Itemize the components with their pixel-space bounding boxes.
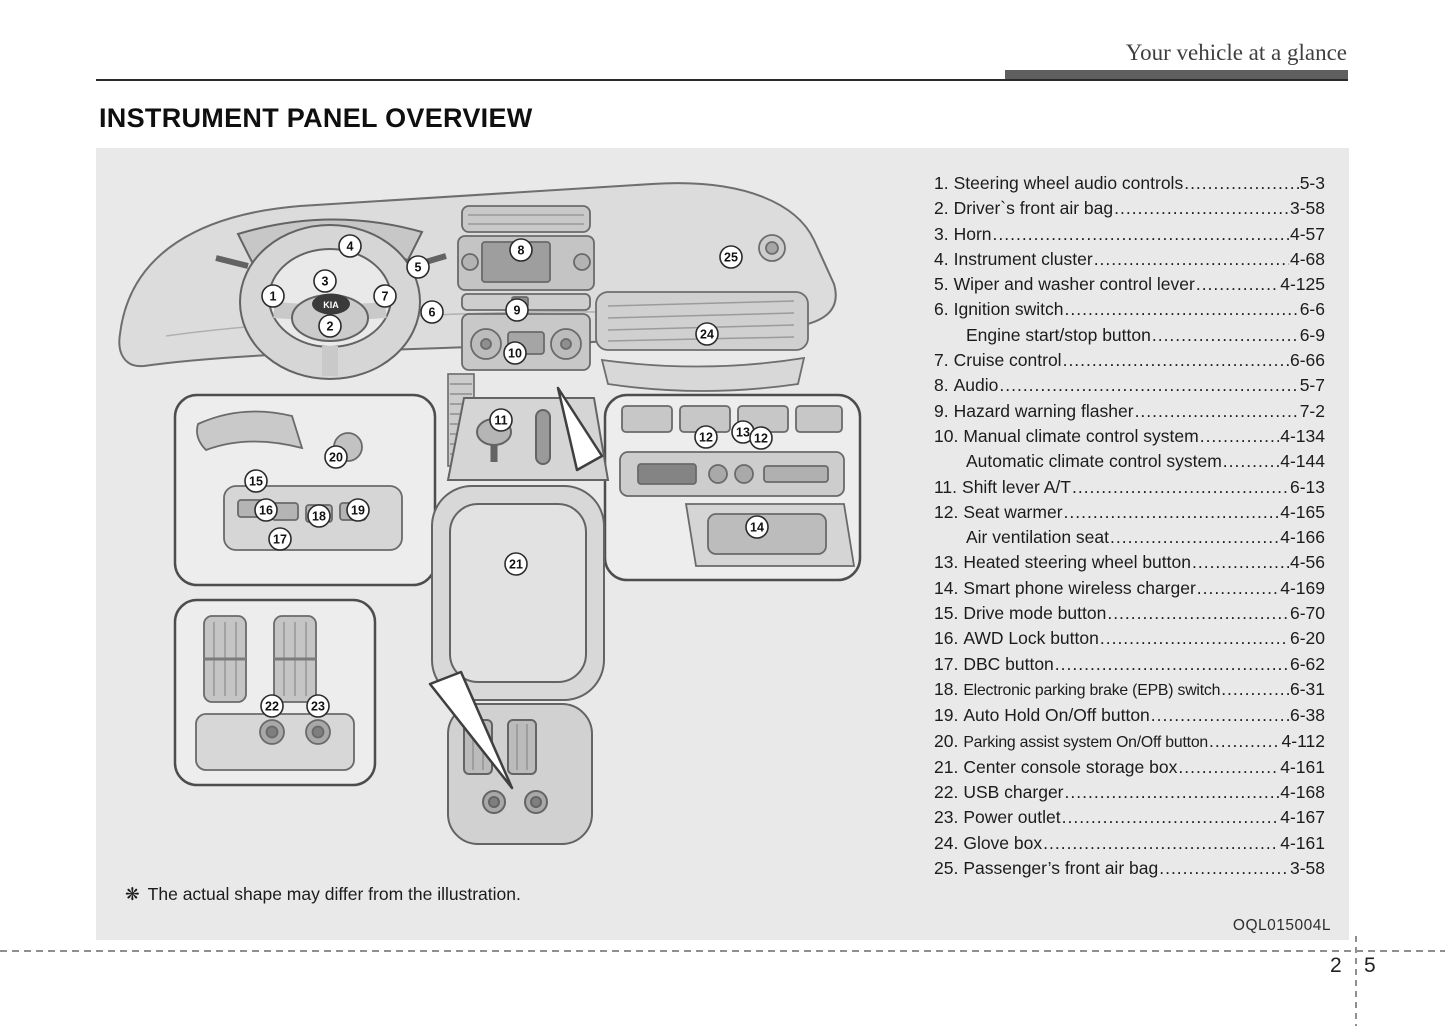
- svg-text:22: 22: [265, 699, 279, 714]
- legend-item-number: 12.: [934, 501, 959, 522]
- legend-item-leader: [1065, 297, 1299, 322]
- legend-item-label: Cruise control: [953, 350, 1062, 371]
- callout-24: [696, 323, 718, 345]
- content-panel: [96, 148, 1349, 940]
- legend-row: [934, 222, 1325, 247]
- legend-item-label: Auto Hold On/Off button: [963, 705, 1150, 726]
- legend-item-label: Shift lever A/T: [962, 476, 1071, 497]
- page-number-divider: [1355, 936, 1357, 1026]
- legend-item-leader: [1196, 272, 1279, 297]
- legend-item-number: 2.: [934, 198, 949, 219]
- legend-item-label: Steering wheel audio controls: [953, 173, 1184, 193]
- legend-item-label: Electronic parking brake (EPB) switch: [963, 681, 1221, 699]
- legend-item-label: Power outlet: [963, 807, 1061, 828]
- legend-item-label: Automatic climate control system: [966, 451, 1222, 472]
- callout-15: [245, 470, 267, 492]
- legend-row: [934, 601, 1325, 626]
- legend-item-leader: [1151, 703, 1289, 728]
- callout-4: [339, 235, 361, 257]
- footnote-text: The actual shape may differ from the illustration.: [147, 884, 521, 904]
- legend-row: [934, 475, 1325, 500]
- page-title: INSTRUMENT PANEL OVERVIEW: [99, 103, 533, 133]
- legend-row: [934, 652, 1325, 677]
- svg-text:9: 9: [513, 303, 521, 318]
- svg-text:2: 2: [326, 319, 334, 334]
- svg-text:23: 23: [311, 699, 325, 714]
- legend-row: [934, 247, 1325, 272]
- center-vents: [462, 206, 590, 232]
- legend-item-leader: [1110, 525, 1279, 550]
- svg-text:21: 21: [509, 557, 523, 572]
- callout-14: [746, 516, 768, 538]
- callout-17: [269, 528, 291, 550]
- legend-item-pageref: 6-66: [1289, 350, 1325, 371]
- svg-text:13: 13: [736, 425, 750, 440]
- legend-item-number: 1.: [934, 173, 949, 193]
- legend-item-pageref: 4-56: [1289, 552, 1325, 573]
- section-header: Your vehicle at a glance: [1125, 40, 1347, 65]
- callout-20: [325, 446, 347, 468]
- legend-row: [934, 424, 1325, 449]
- inset-rear-console: [175, 600, 375, 785]
- kia-badge-label: KIA: [323, 300, 339, 310]
- legend-item-number: 11.: [934, 476, 958, 497]
- legend-item-label: Manual climate control system: [963, 425, 1199, 446]
- legend-item-pageref: 4-57: [1289, 223, 1325, 244]
- svg-text:18: 18: [312, 509, 326, 524]
- legend-row: [934, 500, 1325, 525]
- legend-item-pageref: 7-2: [1299, 400, 1325, 421]
- callout-12: [695, 426, 717, 448]
- svg-text:10: 10: [508, 346, 522, 361]
- callout-9: [506, 299, 528, 321]
- svg-text:24: 24: [700, 327, 714, 342]
- legend-item-leader: [1223, 449, 1279, 474]
- legend-item-label: Audio: [953, 375, 999, 396]
- legend-item-pageref: 6-62: [1289, 653, 1325, 674]
- legend-item-pageref: 6-31: [1289, 678, 1325, 699]
- legend-item-label: Driver`s front air bag: [953, 198, 1114, 219]
- legend-item-number: 24.: [934, 832, 959, 853]
- legend-row: [934, 626, 1325, 651]
- callout-19: [347, 499, 369, 521]
- legend-item-pageref: 4-68: [1289, 248, 1325, 269]
- legend-item-pageref: 3-58: [1289, 858, 1325, 879]
- legend-item-leader: [993, 222, 1289, 247]
- legend-item-leader: [1107, 601, 1289, 626]
- svg-text:19: 19: [351, 503, 365, 518]
- legend-item-pageref: 6-38: [1289, 705, 1325, 726]
- legend-item-label: Engine start/stop button: [966, 324, 1151, 345]
- svg-text:3: 3: [321, 274, 329, 289]
- legend-item-pageref: 6-6: [1299, 299, 1325, 320]
- callout-11: [490, 409, 512, 431]
- svg-text:12: 12: [699, 430, 713, 445]
- svg-text:16: 16: [259, 503, 273, 518]
- legend-item-label: Seat warmer: [963, 501, 1063, 522]
- callout-7: [374, 285, 396, 307]
- legend-item-number: 14.: [934, 577, 959, 598]
- svg-text:14: 14: [750, 520, 764, 535]
- legend-item-leader: [1159, 856, 1289, 881]
- legend-row: [934, 677, 1325, 703]
- legend-item-leader: [1197, 576, 1279, 601]
- legend-item-pageref: 6-9: [1299, 324, 1325, 345]
- svg-text:12: 12: [754, 431, 768, 446]
- legend-item-number: 16.: [934, 628, 959, 649]
- inset-console-buttons: [175, 395, 435, 585]
- legend-item-leader: [1221, 677, 1289, 702]
- legend-item-label: Center console storage box: [963, 756, 1178, 777]
- legend-item-label: Passenger’s front air bag: [963, 858, 1159, 879]
- legend-item-leader: [1043, 831, 1279, 856]
- legend-item-number: 23.: [934, 807, 959, 828]
- legend-item-pageref: 4-161: [1280, 756, 1325, 777]
- svg-text:1: 1: [269, 289, 277, 304]
- callout-18: [308, 505, 330, 527]
- legend-item-number: 6.: [934, 299, 949, 320]
- legend-row: [934, 831, 1325, 856]
- legend-item-pageref: 6-20: [1289, 628, 1325, 649]
- legend-list: [934, 171, 1325, 881]
- callout-21: [505, 553, 527, 575]
- callout-10: [504, 342, 526, 364]
- legend-item-number: 20.: [934, 730, 959, 751]
- svg-text:6: 6: [428, 305, 436, 320]
- legend-row: [934, 729, 1325, 755]
- legend-item-pageref: 6-13: [1289, 476, 1325, 497]
- legend-item-label: Hazard warning flasher: [953, 400, 1134, 421]
- legend-item-label: Glove box: [963, 832, 1043, 853]
- legend-item-label: Instrument cluster: [953, 248, 1093, 269]
- legend-row: [934, 297, 1325, 322]
- legend-item-number: 4.: [934, 248, 949, 269]
- legend-item-number: 19.: [934, 705, 959, 726]
- legend-item-label: DBC button: [963, 653, 1054, 674]
- legend-row: [934, 171, 1325, 196]
- legend-row: [934, 576, 1325, 601]
- legend-item-label: Ignition switch: [953, 299, 1064, 320]
- legend-item-pageref: 4-167: [1280, 807, 1325, 828]
- legend-item-number: 9.: [934, 400, 949, 421]
- legend-row: [934, 196, 1325, 221]
- callout-16: [255, 499, 277, 521]
- legend-row: [934, 550, 1325, 575]
- legend-row: [934, 272, 1325, 297]
- footer-dashed-rule: [0, 950, 1445, 952]
- legend-item-number: 21.: [934, 756, 959, 777]
- legend-item-pageref: 4-125: [1280, 274, 1325, 295]
- legend-item-leader: [1192, 550, 1289, 575]
- page-number-section: 2: [1330, 954, 1342, 977]
- legend-item-pageref: 3-58: [1289, 198, 1325, 219]
- legend-item-label: Air ventilation seat: [966, 527, 1109, 548]
- callout-2: [319, 315, 341, 337]
- callout-5: [407, 256, 429, 278]
- legend-item-pageref: 4-166: [1280, 527, 1325, 548]
- legend-row: [934, 399, 1325, 424]
- callout-12: [750, 427, 772, 449]
- legend-item-number: 25.: [934, 858, 959, 879]
- legend-item-pageref: 4-168: [1280, 782, 1325, 803]
- legend-item-leader: [1200, 424, 1280, 449]
- svg-text:25: 25: [724, 250, 738, 265]
- legend-item-leader: [1062, 805, 1280, 830]
- glove-box: [602, 358, 804, 391]
- legend-row: [934, 755, 1325, 780]
- legend-item-number: 5.: [934, 274, 949, 295]
- legend-item-leader: [1100, 626, 1289, 651]
- legend-row: [934, 449, 1325, 474]
- legend-item-leader: [1055, 652, 1289, 677]
- legend-item-number: 13.: [934, 552, 959, 573]
- legend-item-number: 10.: [934, 425, 959, 446]
- footnote-asterisk-icon: ❋: [125, 884, 140, 904]
- legend-item-leader: [1152, 323, 1299, 348]
- legend-item-pageref: 4-169: [1280, 577, 1325, 598]
- legend-item-leader: [999, 373, 1298, 398]
- legend-item-leader: [1135, 399, 1299, 424]
- legend-item-leader: [1063, 348, 1289, 373]
- callout-8: [510, 239, 532, 261]
- legend-item-number: 8.: [934, 375, 949, 396]
- legend-item-leader: [1072, 475, 1289, 500]
- legend-item-pageref: 4-112: [1281, 730, 1325, 751]
- inset-climate-closeup: [605, 395, 860, 580]
- callout-22: [261, 695, 283, 717]
- legend-row: [934, 703, 1325, 728]
- callout-3: [314, 270, 336, 292]
- legend-item-leader: [1114, 196, 1289, 221]
- center-stack: [458, 206, 594, 370]
- callout-23: [307, 695, 329, 717]
- legend-item-pageref: 4-161: [1280, 832, 1325, 853]
- legend-item-label: Drive mode button: [963, 603, 1107, 624]
- footnote: [125, 884, 521, 905]
- legend-item-pageref: 5-3: [1299, 173, 1325, 193]
- legend-row: [934, 856, 1325, 881]
- svg-text:8: 8: [517, 243, 525, 258]
- legend-item-leader: [1178, 755, 1279, 780]
- legend-item-pageref: 4-165: [1280, 501, 1325, 522]
- svg-text:5: 5: [414, 260, 422, 275]
- legend-item-label: USB charger: [963, 782, 1064, 803]
- svg-text:20: 20: [329, 450, 343, 465]
- legend-item-number: 3.: [934, 223, 949, 244]
- legend-item-number: 15.: [934, 603, 959, 624]
- legend-item-leader: [1209, 729, 1281, 754]
- legend-item-label: Wiper and washer control lever: [953, 274, 1195, 295]
- callout-1: [262, 285, 284, 307]
- legend-item-number: 22.: [934, 782, 959, 803]
- svg-text:11: 11: [494, 413, 508, 428]
- instrument-panel-illustration: [96, 148, 926, 940]
- svg-text:15: 15: [249, 474, 263, 489]
- svg-text:4: 4: [346, 239, 354, 254]
- legend-item-pageref: 4-144: [1280, 451, 1325, 472]
- legend-item-leader: [1184, 171, 1299, 196]
- legend-item-leader: [1064, 500, 1280, 525]
- legend-item-number: 17.: [934, 653, 959, 674]
- legend-row: [934, 780, 1325, 805]
- legend-item-label: Heated steering wheel button: [963, 552, 1191, 573]
- legend-row: [934, 348, 1325, 373]
- legend-row: [934, 805, 1325, 830]
- legend-item-leader: [1065, 780, 1280, 805]
- legend-item-pageref: 4-134: [1280, 425, 1325, 446]
- legend-item-leader: [1094, 247, 1289, 272]
- legend-row: [934, 373, 1325, 398]
- callout-25: [720, 246, 742, 268]
- legend-row: [934, 323, 1325, 348]
- legend-item-label: AWD Lock button: [963, 628, 1099, 649]
- callout-6: [421, 301, 443, 323]
- legend-row: [934, 525, 1325, 550]
- legend-item-label: Parking assist system On/Off button: [963, 733, 1209, 751]
- legend-item-number: 18.: [934, 678, 959, 699]
- page-number-page: 5: [1364, 954, 1376, 977]
- legend-item-label: Horn: [953, 223, 992, 244]
- legend-item-number: 7.: [934, 350, 949, 371]
- legend-item-pageref: 6-70: [1289, 603, 1325, 624]
- header-rule: [96, 79, 1348, 81]
- legend-item-pageref: 5-7: [1299, 375, 1325, 396]
- svg-text:17: 17: [273, 532, 287, 547]
- svg-text:7: 7: [381, 289, 389, 304]
- image-code: OQL015004L: [1232, 917, 1331, 934]
- legend-item-label: Smart phone wireless charger: [963, 577, 1196, 598]
